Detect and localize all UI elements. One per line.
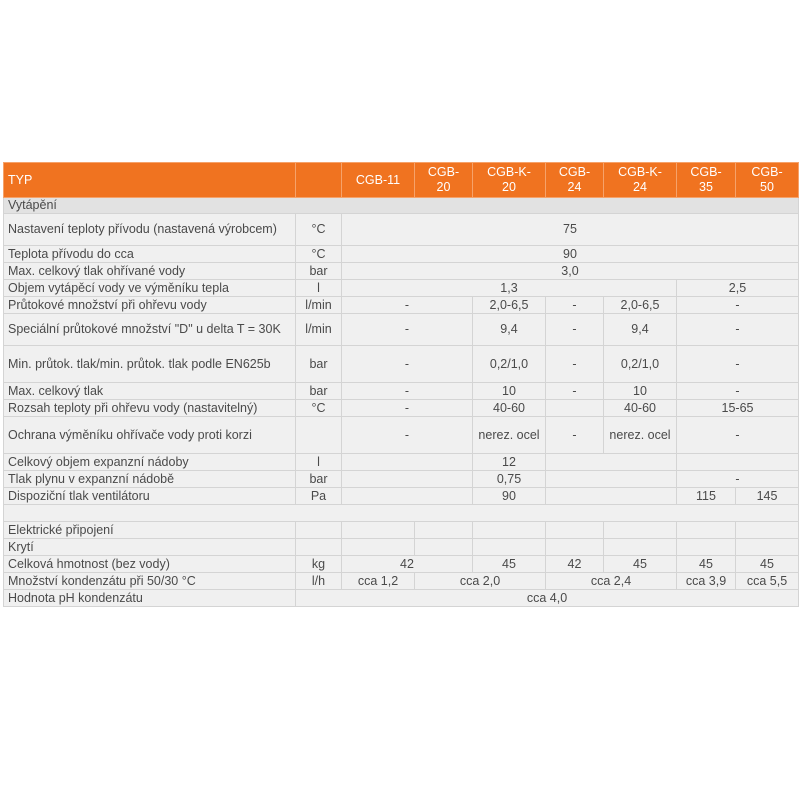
row-value: cca 5,5 bbox=[736, 573, 799, 590]
spec-table bbox=[3, 162, 799, 607]
table-row bbox=[4, 522, 799, 539]
row-value bbox=[604, 522, 677, 539]
table-row bbox=[4, 246, 799, 263]
table-row bbox=[4, 214, 799, 246]
row-label: Elektrické připojení bbox=[4, 522, 296, 539]
row-value bbox=[546, 400, 604, 417]
model-cgb-35: CGB- 35 bbox=[677, 163, 736, 198]
typ-header: TYP bbox=[4, 163, 296, 198]
row-unit: l/min bbox=[296, 314, 342, 346]
row-value: 45 bbox=[473, 556, 546, 573]
row-value: - bbox=[677, 383, 799, 400]
row-value bbox=[415, 539, 473, 556]
row-value: - bbox=[677, 314, 799, 346]
row-unit bbox=[296, 522, 342, 539]
row-label: Celková hmotnost (bez vody) bbox=[4, 556, 296, 573]
table-row bbox=[4, 346, 799, 383]
row-value: 0,2/1,0 bbox=[473, 346, 546, 383]
table-row bbox=[4, 539, 799, 556]
blank-cell bbox=[4, 505, 799, 522]
table-row bbox=[4, 556, 799, 573]
model-cgb-k-24: CGB-K- 24 bbox=[604, 163, 677, 198]
row-label: Průtokové množství při ohřevu vody bbox=[4, 297, 296, 314]
row-unit: °C bbox=[296, 246, 342, 263]
row-value: 0,2/1,0 bbox=[604, 346, 677, 383]
row-value: cca 4,0 bbox=[296, 590, 799, 607]
row-unit: l bbox=[296, 454, 342, 471]
row-value: 42 bbox=[546, 556, 604, 573]
table-row bbox=[4, 590, 799, 607]
header-row bbox=[4, 163, 799, 198]
row-value bbox=[546, 539, 604, 556]
table-row bbox=[4, 383, 799, 400]
row-value: 45 bbox=[677, 556, 736, 573]
blank-row bbox=[4, 505, 799, 522]
row-label: Dispoziční tlak ventilátoru bbox=[4, 488, 296, 505]
row-unit: l bbox=[296, 280, 342, 297]
row-value: 9,4 bbox=[473, 314, 546, 346]
row-label: Ochrana výměníku ohřívače vody proti korzi bbox=[4, 417, 296, 454]
row-value: nerez. ocel bbox=[473, 417, 546, 454]
table-row bbox=[4, 454, 799, 471]
row-value: - bbox=[546, 314, 604, 346]
row-value: - bbox=[677, 417, 799, 454]
row-label: Krytí bbox=[4, 539, 296, 556]
row-label: Množství kondenzátu při 50/30 °C bbox=[4, 573, 296, 590]
row-value bbox=[342, 539, 415, 556]
row-value: 10 bbox=[473, 383, 546, 400]
row-value: - bbox=[677, 346, 799, 383]
row-value: cca 1,2 bbox=[342, 573, 415, 590]
row-unit: l/h bbox=[296, 573, 342, 590]
row-value bbox=[677, 539, 736, 556]
row-value: - bbox=[677, 471, 799, 488]
table-row bbox=[4, 263, 799, 280]
row-value: - bbox=[546, 346, 604, 383]
row-value: - bbox=[677, 297, 799, 314]
row-value bbox=[677, 454, 799, 471]
row-label: Teplota přívodu do cca bbox=[4, 246, 296, 263]
table-row bbox=[4, 417, 799, 454]
table-row bbox=[4, 297, 799, 314]
table-row bbox=[4, 471, 799, 488]
table-row bbox=[4, 314, 799, 346]
row-value bbox=[677, 522, 736, 539]
row-value: nerez. ocel bbox=[604, 417, 677, 454]
row-value bbox=[415, 522, 473, 539]
row-value bbox=[342, 471, 473, 488]
row-label: Objem vytápěcí vody ve výměníku tepla bbox=[4, 280, 296, 297]
row-value: - bbox=[342, 346, 473, 383]
row-unit: kg bbox=[296, 556, 342, 573]
row-value: 2,0-6,5 bbox=[473, 297, 546, 314]
row-value: 2,5 bbox=[677, 280, 799, 297]
row-value: - bbox=[342, 400, 473, 417]
row-value: 90 bbox=[342, 246, 799, 263]
row-value: 15-65 bbox=[677, 400, 799, 417]
row-value bbox=[342, 454, 473, 471]
row-value: - bbox=[342, 383, 473, 400]
model-cgb-11: CGB-11 bbox=[342, 163, 415, 198]
row-label: Max. celkový tlak bbox=[4, 383, 296, 400]
row-label: Celkový objem expanzní nádoby bbox=[4, 454, 296, 471]
row-value bbox=[736, 539, 799, 556]
row-value: 3,0 bbox=[342, 263, 799, 280]
row-label: Tlak plynu v expanzní nádobě bbox=[4, 471, 296, 488]
row-value: cca 3,9 bbox=[677, 573, 736, 590]
unit-header bbox=[296, 163, 342, 198]
row-value: - bbox=[546, 417, 604, 454]
table-row bbox=[4, 573, 799, 590]
row-unit: Pa bbox=[296, 488, 342, 505]
row-unit bbox=[296, 539, 342, 556]
row-label: Rozsah teploty při ohřevu vody (nastavitelný) bbox=[4, 400, 296, 417]
row-value: 0,75 bbox=[473, 471, 546, 488]
row-label: Speciální průtokové množství "D" u delta T = 30K bbox=[4, 314, 296, 346]
table-row bbox=[4, 400, 799, 417]
row-value bbox=[546, 488, 677, 505]
row-value bbox=[473, 539, 546, 556]
row-value: 115 bbox=[677, 488, 736, 505]
row-value: 45 bbox=[736, 556, 799, 573]
row-value: 12 bbox=[473, 454, 546, 471]
row-unit: l/min bbox=[296, 297, 342, 314]
row-value: 1,3 bbox=[342, 280, 677, 297]
row-value bbox=[604, 539, 677, 556]
row-value: - bbox=[342, 314, 473, 346]
row-value bbox=[342, 488, 473, 505]
row-label: Max. celkový tlak ohřívané vody bbox=[4, 263, 296, 280]
row-unit: bar bbox=[296, 383, 342, 400]
row-unit: bar bbox=[296, 346, 342, 383]
row-unit: °C bbox=[296, 214, 342, 246]
table-row bbox=[4, 488, 799, 505]
row-unit bbox=[296, 417, 342, 454]
row-value bbox=[546, 454, 677, 471]
model-cgb-20: CGB- 20 bbox=[415, 163, 473, 198]
row-value: cca 2,0 bbox=[415, 573, 546, 590]
row-value bbox=[473, 522, 546, 539]
row-value: - bbox=[546, 297, 604, 314]
row-value: - bbox=[342, 297, 473, 314]
row-label: Min. průtok. tlak/min. průtok. tlak podle EN625b bbox=[4, 346, 296, 383]
row-value: 40-60 bbox=[604, 400, 677, 417]
row-value: - bbox=[546, 383, 604, 400]
row-value: 75 bbox=[342, 214, 799, 246]
row-value bbox=[546, 471, 677, 488]
row-unit: bar bbox=[296, 471, 342, 488]
row-value bbox=[736, 522, 799, 539]
row-value: 45 bbox=[604, 556, 677, 573]
row-unit: bar bbox=[296, 263, 342, 280]
model-cgb-50: CGB- 50 bbox=[736, 163, 799, 198]
row-unit: °C bbox=[296, 400, 342, 417]
row-label: Nastavení teploty přívodu (nastavená výrobcem) bbox=[4, 214, 296, 246]
row-value: 40-60 bbox=[473, 400, 546, 417]
table-row bbox=[4, 280, 799, 297]
row-value: - bbox=[342, 417, 473, 454]
model-cgb-24: CGB- 24 bbox=[546, 163, 604, 198]
section-heating-label: Vytápění bbox=[4, 198, 799, 214]
model-cgb-k-20: CGB-K- 20 bbox=[473, 163, 546, 198]
row-value: 9,4 bbox=[604, 314, 677, 346]
row-value: 90 bbox=[473, 488, 546, 505]
row-value: cca 2,4 bbox=[546, 573, 677, 590]
row-value: 42 bbox=[342, 556, 473, 573]
row-value bbox=[342, 522, 415, 539]
row-label: Hodnota pH kondenzátu bbox=[4, 590, 296, 607]
row-value: 145 bbox=[736, 488, 799, 505]
section-row-heating bbox=[4, 198, 799, 214]
row-value: 10 bbox=[604, 383, 677, 400]
row-value bbox=[546, 522, 604, 539]
row-value: 2,0-6,5 bbox=[604, 297, 677, 314]
